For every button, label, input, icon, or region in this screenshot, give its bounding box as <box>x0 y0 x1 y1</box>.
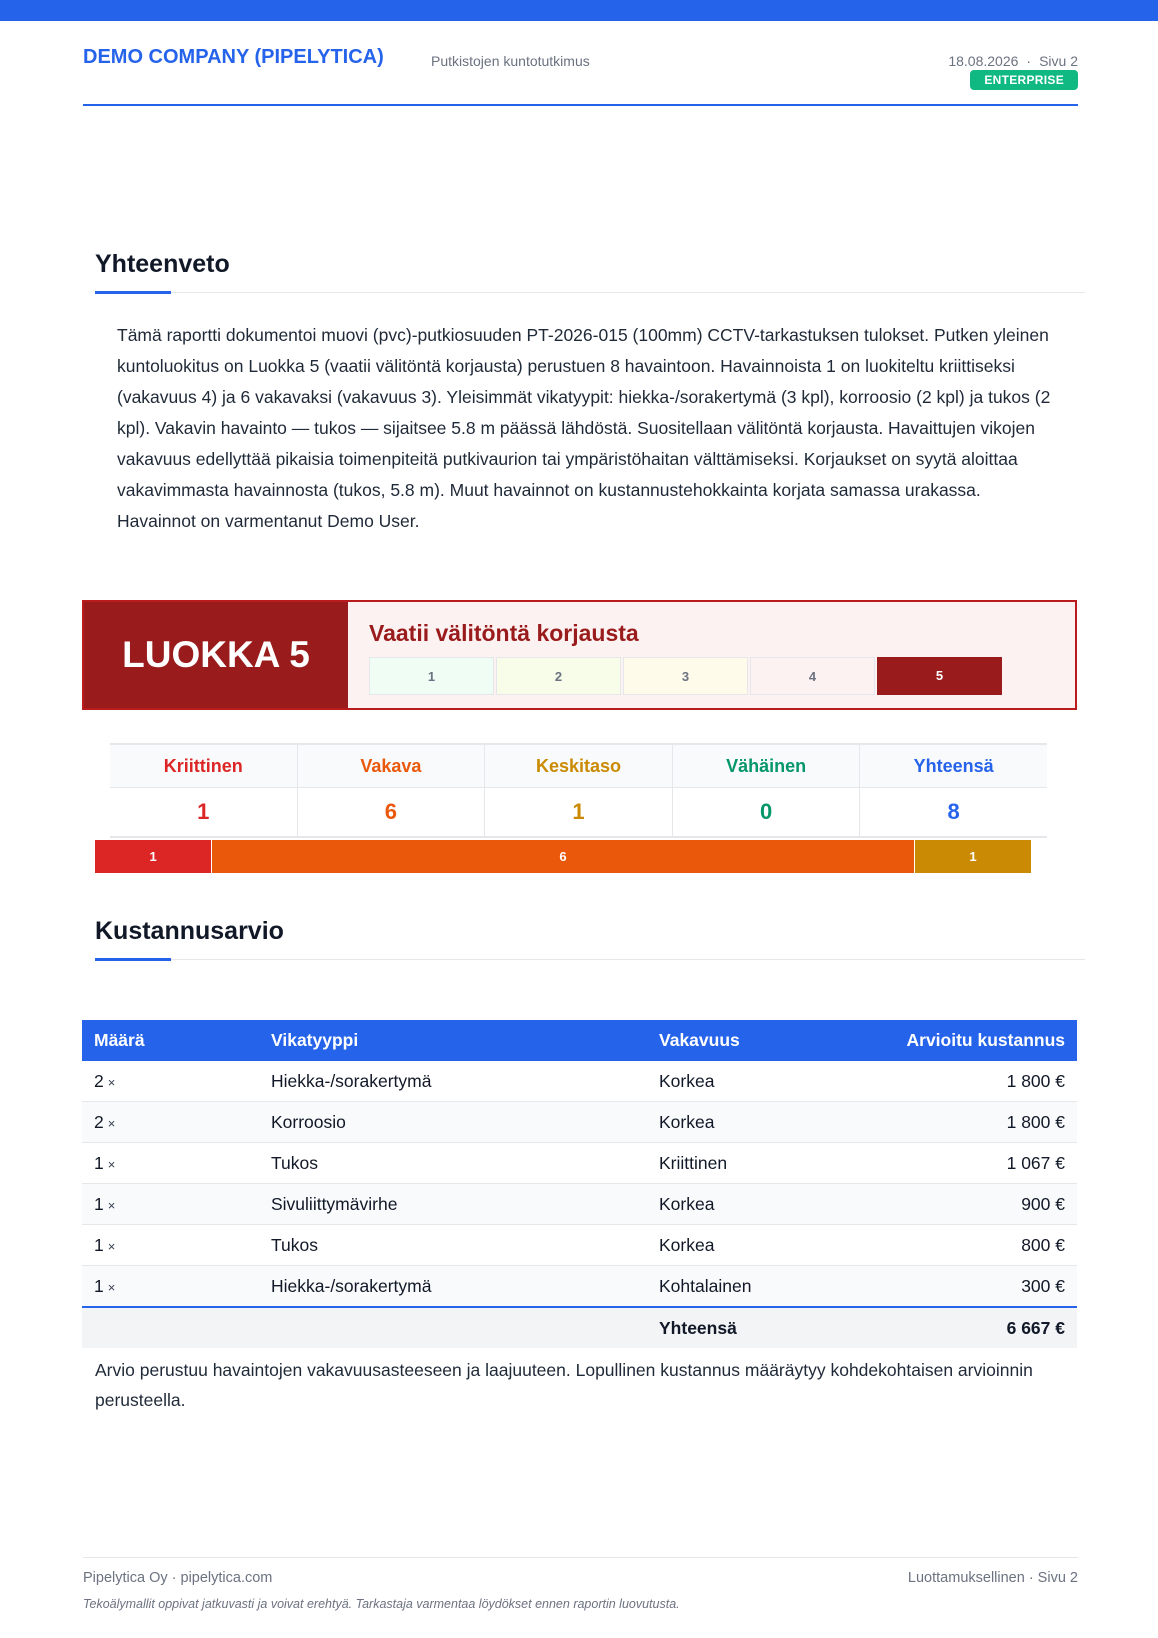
times-symbol: × <box>107 1074 116 1090</box>
grade-scale-cell-1: 1 <box>369 657 494 695</box>
cost-table-row <box>82 1266 1077 1308</box>
page-footer <box>83 1557 1078 1611</box>
distribution-segment: 1 <box>915 840 1032 873</box>
grade-scale-cell-2: 2 <box>496 657 621 695</box>
quantity-value: 1 <box>94 1275 104 1296</box>
grade-scale-cell-3: 3 <box>623 657 748 695</box>
cost-amount: 1 067 € <box>867 1143 1077 1184</box>
plan-badge: ENTERPRISE <box>970 70 1078 90</box>
cost-amount: 800 € <box>867 1225 1077 1266</box>
cost-quantity <box>82 1143 259 1184</box>
severity-distribution-bar <box>95 840 1032 873</box>
column-header-severity: Vakavuus <box>647 1020 867 1061</box>
severity-count-value: 6 <box>298 788 486 836</box>
summary-heading: Yhteenveto <box>95 250 230 278</box>
company-name: DEMO COMPANY (PIPELYTICA) <box>83 46 384 68</box>
footer-disclaimer: Tekoälymallit oppivat jatkuvasti ja voivat erehtyä. Tarkastaja varmentaa löydökset ennen raportin luovutusta. <box>83 1597 680 1611</box>
header-meta <box>948 53 1078 69</box>
cost-amount: 1 800 € <box>867 1102 1077 1143</box>
cost-defect-type: Korroosio <box>259 1102 647 1143</box>
column-header-defect-type: Vikatyyppi <box>259 1020 647 1061</box>
quantity-value: 1 <box>94 1193 104 1214</box>
cost-severity: Korkea <box>647 1225 867 1266</box>
condition-grade-title: Vaatii välitöntä korjausta <box>369 620 639 646</box>
severity-count-header: Vakava <box>298 745 486 788</box>
footer-confidential: Luottamuksellinen · Sivu 2 <box>907 1570 1078 1586</box>
cost-table-row <box>82 1143 1077 1184</box>
quantity-value: 2 <box>94 1070 104 1091</box>
severity-count-value: 8 <box>947 799 960 824</box>
cost-quantity <box>82 1102 259 1143</box>
severity-count-header: Kriittinen <box>110 745 298 788</box>
cost-table-row <box>82 1102 1077 1143</box>
times-symbol: × <box>107 1197 116 1213</box>
cost-table-row <box>82 1184 1077 1225</box>
top-accent-bar <box>0 0 1158 21</box>
times-symbol: × <box>107 1279 116 1295</box>
cost-heading: Kustannusarvio <box>95 917 284 945</box>
cost-defect-type: Tukos <box>259 1225 647 1266</box>
condition-grade-label: LUOKKA 5 <box>84 602 348 708</box>
footer-company: Pipelytica Oy · pipelytica.com <box>83 1570 273 1586</box>
severity-count-header: Keskitaso <box>485 745 673 788</box>
cost-table-body <box>82 1061 1077 1348</box>
cost-severity: Korkea <box>647 1184 867 1225</box>
quantity-value: 1 <box>94 1152 104 1173</box>
cost-defect-type: Sivuliittymävirhe <box>259 1184 647 1225</box>
cost-total-row <box>82 1307 1077 1348</box>
severity-count-value: 0 <box>673 788 861 836</box>
total-empty-cell <box>82 1307 259 1348</box>
cost-table-header-row <box>82 1020 1077 1061</box>
condition-grade-box <box>82 600 1077 710</box>
cost-defect-type: Hiekka-/sorakertymä <box>259 1266 647 1308</box>
severity-count-table <box>110 743 1047 838</box>
times-symbol: × <box>107 1238 116 1254</box>
severity-count-header: Vähäinen <box>673 745 861 788</box>
summary-section-header <box>95 250 1085 293</box>
meta-separator: · <box>1026 53 1032 69</box>
cost-total-label: Yhteensä <box>647 1307 867 1348</box>
column-header-estimated-cost: Arvioitu kustannus <box>867 1020 1077 1061</box>
cost-quantity <box>82 1266 259 1308</box>
severity-count-header: Yhteensä <box>860 745 1047 788</box>
summary-text: Tämä raportti dokumentoi muovi (pvc)-putkiosuuden PT-2026-015 (100mm) CCTV-tarkastuksen tulokset. Putken yleinen kuntoluokitus on Luokka 5 (vaatii välitöntä korjausta) perustuen 8 havaintoon. Havainnoista 1 on luokiteltu kriittiseksi (vakavuus 4) ja 6 vakavaksi (vakavuus 3). Yleisimmät vikatyypit: hiekka-/sorakertymä (3 kpl), korroosio (2 kpl) ja tukos (2 kpl). Vakavin havainto — tukos — sijaitsee 5.8 m päässä lähdöstä. Suositellaan välitöntä korjausta. Havaittujen vikojen vakavuus edellyttää pikaisia toimenpiteitä putkivaurion tai ympäristöhaitan välttämiseksi. Korjaukset on syytä aloittaa vakavimmasta havainnosta (tukos, 5.8 m). Muut havainnot on kustannustehokkainta korjata samassa urakassa. Havainnot on varmentanut Demo User. <box>117 325 1051 531</box>
cost-note: Arvio perustuu havaintojen vakavuusasteeseen ja laajuuteen. Lopullinen kustannus määräytyy kohdekohtaisen arvioinnin perusteella. <box>95 1360 1033 1410</box>
cost-section-header <box>95 917 1085 960</box>
cost-quantity <box>82 1184 259 1225</box>
page-number: Sivu 2 <box>1039 53 1078 69</box>
grade-scale-cell-5: 5 <box>877 657 1002 695</box>
cost-estimate-table <box>82 1020 1077 1348</box>
severity-count-value: 1 <box>485 788 673 836</box>
severity-count-header-row <box>110 745 1047 788</box>
severity-count-value: 1 <box>110 788 298 836</box>
report-date: 18.08.2026 <box>948 53 1019 69</box>
quantity-value: 2 <box>94 1111 104 1132</box>
cost-severity: Korkea <box>647 1061 867 1102</box>
distribution-segment: 1 <box>95 840 212 873</box>
cost-quantity <box>82 1225 259 1266</box>
cost-table-row <box>82 1225 1077 1266</box>
cost-heading-underline <box>95 958 171 961</box>
report-subtitle: Putkistojen kuntotutkimus <box>431 53 590 69</box>
quantity-value: 1 <box>94 1234 104 1255</box>
severity-count-value-row <box>110 788 1047 836</box>
cost-defect-type: Tukos <box>259 1143 647 1184</box>
summary-heading-underline <box>95 291 171 294</box>
page-header <box>83 42 1078 106</box>
cost-defect-type: Hiekka-/sorakertymä <box>259 1061 647 1102</box>
total-empty-cell <box>259 1307 647 1348</box>
cost-severity: Kohtalainen <box>647 1266 867 1308</box>
times-symbol: × <box>107 1115 116 1131</box>
cost-amount: 300 € <box>867 1266 1077 1308</box>
cost-severity: Korkea <box>647 1102 867 1143</box>
cost-table-row <box>82 1061 1077 1102</box>
times-symbol: × <box>107 1156 116 1172</box>
cost-amount: 900 € <box>867 1184 1077 1225</box>
cost-severity: Kriittinen <box>647 1143 867 1184</box>
distribution-segment: 6 <box>212 840 915 873</box>
cost-amount: 1 800 € <box>867 1061 1077 1102</box>
column-header-quantity: Määrä <box>82 1020 259 1061</box>
cost-total-value: 6 667 € <box>867 1307 1077 1348</box>
grade-scale-cell-4: 4 <box>750 657 875 695</box>
cost-quantity <box>82 1061 259 1102</box>
